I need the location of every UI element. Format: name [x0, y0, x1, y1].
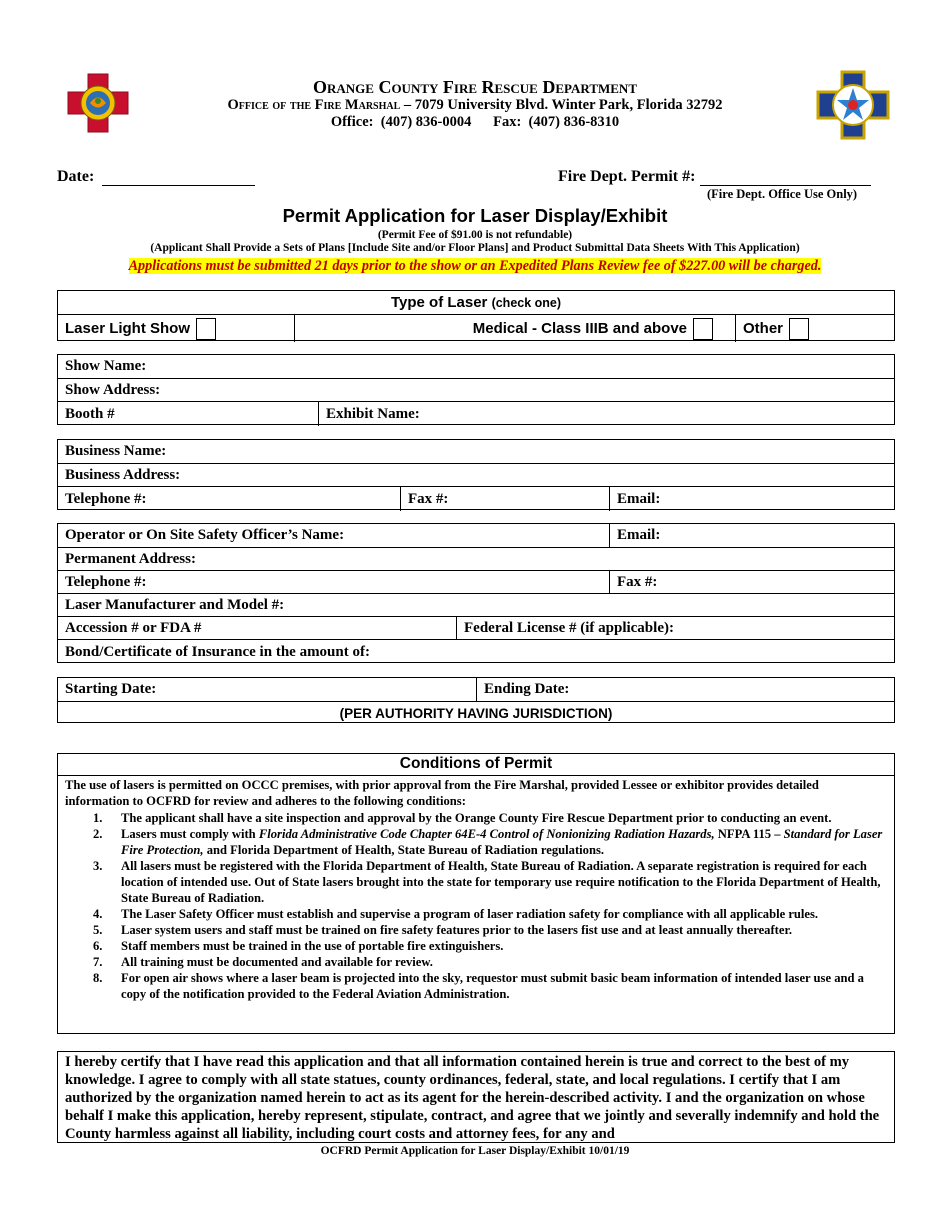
accession-fda-number-field[interactable]: Accession # or FDA #: [65, 619, 202, 636]
business-info-section: [57, 439, 895, 510]
operator-info-section: [57, 523, 895, 663]
conditions-list: [58, 810, 894, 1002]
office-phone-fax: Office: (407) 836-0004 Fax: (407) 836-8310: [330, 114, 620, 130]
laser-type-heading: Type of Laser (check one): [390, 294, 562, 311]
office-address: [0, 97, 950, 114]
laser-light-show-checkbox[interactable]: [196, 318, 216, 340]
laser-option-medical-label: Medical - Class IIIB and above: [472, 320, 687, 337]
laser-option-other: [735, 315, 894, 342]
laser-option-medical: [294, 315, 735, 342]
laser-manufacturer-model-field[interactable]: Laser Manufacturer and Model #:: [65, 596, 285, 613]
business-telephone-field[interactable]: Telephone #:: [65, 490, 147, 507]
laser-option-light-show: [58, 315, 294, 342]
dates-section: [57, 677, 895, 723]
laser-type-heading-note: (check one): [491, 295, 562, 310]
date-label: Date:: [57, 168, 95, 185]
show-name-field[interactable]: Show Name:: [65, 358, 147, 374]
permit-number-label: Fire Dept. Permit #:: [558, 168, 696, 185]
conditions-intro: The use of lasers is permitted on OCCC premises, with prior approval from the Fire Marshal, provided Lessee or exhibitor provides detailed information to OCFRD for review and adheres to the following conditions:: [65, 778, 819, 808]
conditions-section: [57, 753, 895, 1034]
operator-telephone-field[interactable]: Telephone #:: [65, 573, 147, 590]
department-name: Orange County Fire Rescue Department: [313, 77, 637, 97]
conditions-heading-rule: [58, 775, 894, 776]
condition-item: 2. Lasers must comply with Florida Administrative Code Chapter 64E-4 Control of Nonionizing Radiation Hazards, NFPA 115 – Standard for Laser Fire Protection, and Florida Department of Health, State Bureau of Radiation regulations.: [93, 827, 883, 857]
condition-item: 8. For open air shows where a laser beam is projected into the sky, requestor must submit basic beam information of intended laser use and a copy of the notification provided to the Federal Aviation Administration.: [93, 971, 864, 1001]
condition-item: 7. All training must be documented and available for review.: [93, 955, 433, 969]
date-field-line[interactable]: [102, 185, 255, 186]
operator-name-field[interactable]: Operator or On Site Safety Officer’s Name:: [65, 527, 345, 543]
authority-note: (PER AUTHORITY HAVING JURISDICTION): [339, 705, 613, 721]
operator-email-field[interactable]: Email:: [609, 524, 894, 547]
certification-section: [57, 1051, 895, 1143]
exhibit-name-field[interactable]: Exhibit Name:: [318, 402, 894, 426]
ending-date-field[interactable]: Ending Date:: [476, 678, 894, 701]
expedited-fee-warning-text: Applications must be submitted 21 days prior to the show or an Expedited Plans Review fee of $227.00 will be charged.: [128, 258, 822, 274]
fee-note: (Permit Fee of $91.00 is not refundable): [377, 229, 573, 241]
medical-class-iiib-checkbox[interactable]: [693, 318, 713, 340]
business-fax-field[interactable]: Fax #:: [400, 487, 609, 511]
laser-option-other-label: Other: [743, 320, 784, 337]
condition-item: 5. Laser system users and staff must be trained on fire safety features prior to the lasers fist use and at least annually thereafter.: [93, 923, 793, 937]
office-street: – 7079 University Blvd. Winter Park, Florida 32792: [403, 97, 723, 113]
condition-item: 1. The applicant shall have a site inspection and approval by the Orange County Fire Rescue Department prior to conducting an event.: [93, 811, 832, 825]
booth-number-field[interactable]: Booth #: [65, 405, 115, 422]
laser-option-light-show-label: Laser Light Show: [65, 320, 191, 337]
condition-item: 4. The Laser Safety Officer must establish and supervise a program of laser radiation safety for compliance with all applicable rules.: [93, 907, 819, 921]
business-email-field[interactable]: Email:: [609, 487, 894, 511]
bond-insurance-amount-field[interactable]: Bond/Certificate of Insurance in the amount of:: [65, 643, 370, 660]
show-address-field[interactable]: Show Address:: [65, 381, 161, 398]
conditions-heading: Conditions of Permit: [399, 755, 553, 772]
operator-fax-field[interactable]: Fax #:: [609, 571, 894, 593]
permit-number-field-line[interactable]: [700, 185, 871, 186]
starting-date-field[interactable]: Starting Date:: [65, 681, 157, 697]
business-name-field[interactable]: Business Name:: [65, 443, 167, 459]
expedited-fee-warning: [0, 257, 950, 275]
office-name: Office of the Fire Marshal: [227, 97, 401, 113]
other-laser-checkbox[interactable]: [789, 318, 809, 340]
form-footer: OCFRD Permit Application for Laser Display/Exhibit 10/01/19: [320, 1145, 630, 1157]
condition-item: 3. All lasers must be registered with the Florida Department of Health, State Bureau of Radiation. A separate registration is required for each location of intended use. Out of State lasers brought into the state for temporary use require notification to the Florida Department of Health, State Bureau of Radiation.: [93, 859, 881, 905]
plans-note: (Applicant Shall Provide a Sets of Plans [Include Site and/or Floor Plans] and Product Submittal Data Sheets With This Application): [150, 242, 800, 254]
laser-type-section: [57, 290, 895, 341]
condition-item: 6. Staff members must be trained in the use of portable fire extinguishers.: [93, 939, 504, 953]
certification-text: I hereby certify that I have read this application and that all information contained herein is true and correct to the best of my knowledge. I agree to comply with all state statues, county ordinances, federal, state, and local regulations. I certify that I am authorized by the organization named herein to act as its agent for the herein-described activity. I and the organization on whose behalf I make this application, hereby represent, stipulate, contract, and agree that we jointly and severally indemnify and hold the County harmless against all liability, including court costs and attorney fees, for any and: [65, 1054, 880, 1142]
permanent-address-field[interactable]: Permanent Address:: [65, 550, 196, 567]
federal-license-field[interactable]: Federal License # (if applicable):: [456, 617, 894, 639]
form-title: Permit Application for Laser Display/Exhibit: [282, 205, 668, 226]
business-address-field[interactable]: Business Address:: [65, 466, 181, 483]
permit-office-use-note: (Fire Dept. Office Use Only): [707, 187, 858, 201]
show-info-section: [57, 354, 895, 425]
